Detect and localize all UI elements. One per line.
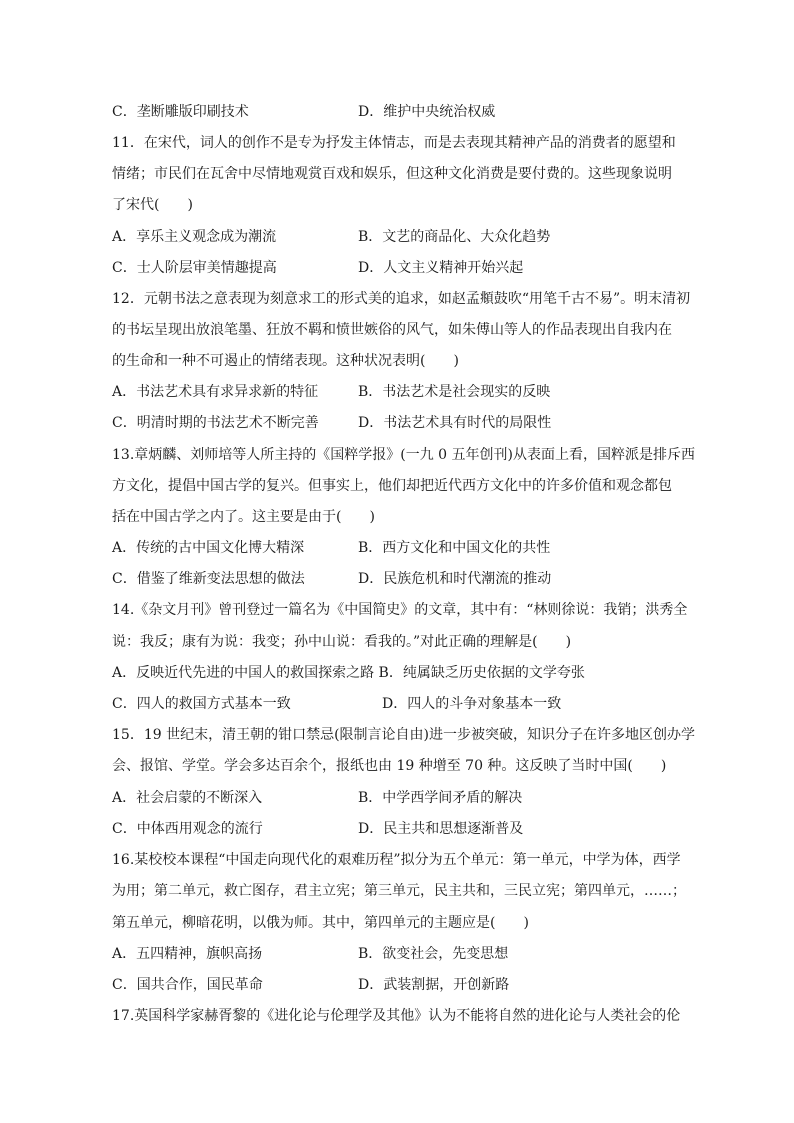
question-13-option-b: B．西方文化和中国文化的共性 [358,540,551,556]
question-13-stem-line: 13.章炳麟、刘师培等人所主持的《国粹学报》(一九 0 五年创刊)从表面上看，国粹派是排斥西 [112,447,695,463]
question-15-stem-line: 会、报馆、学堂。学会多达百余个，报纸也由 19 种增至 70 种。这反映了当时中国( ) [112,758,667,774]
option-c: C．垄断雕版印刷技术 [112,104,249,120]
option-d: D．维护中央统治权威 [358,104,496,120]
question-16-option-b: B．欲变社会，先变思想 [358,946,509,962]
question-12-option-b: B．书法艺术是社会现实的反映 [358,384,551,400]
question-11-option-c: C．士人阶层审美情趣提高 [112,260,277,276]
question-13-stem-line: 方文化，提倡中国古学的复兴。但事实上，他们却把近代西方文化中的许多价值和观念都包 [112,478,672,494]
question-11-option-a: A．享乐主义观念成为潮流 [112,229,277,245]
question-12-stem-line: 的生命和一种不可遏止的情绪表现。这种状况表明( ) [112,353,459,369]
question-11-stem-line: 11．在宋代，词人的创作不是专为抒发主体情志，而是去表现其精神产品的消费者的愿望和 [112,135,676,151]
question-14-option-d: D．四人的斗争对象基本一致 [382,696,562,712]
question-15-option-c: C．中体西用观念的流行 [112,821,263,837]
question-16-stem-line: 16.某校校本课程“中国走向现代化的艰难历程”拟分为五个单元：第一单元，中学为体，西学 [112,852,681,868]
question-14-option-c: C．四人的救国方式基本一致 [112,696,291,712]
question-13-option-a: A．传统的古中国文化博大精深 [112,540,305,556]
question-15-option-b: B．中学西学间矛盾的解决 [358,790,523,806]
question-11-stem-line: 了宋代( ) [112,197,193,213]
question-12-option-a: A．书法艺术具有求异求新的特征 [112,384,319,400]
question-11-option-d: D．人文主义精神开始兴起 [358,260,524,276]
question-12-option-c: C．明清时期的书法艺术不断完善 [112,415,319,431]
question-12-stem-line: 12．元朝书法之意表现为刻意求工的形式美的追求，如赵孟頫鼓吹“用笔千古不易”。明末清初 [112,291,691,307]
question-12-option-d: D．书法艺术具有时代的局限性 [358,415,552,431]
question-17-stem-line: 17.英国科学家赫胥黎的《进化论与伦理学及其他》认为不能将自然的进化论与人类社会的伦 [112,1008,681,1024]
question-12-stem-line: 的书坛呈现出放浪笔墨、狂放不羁和愤世嫉俗的风气，如朱傅山等人的作品表现出自我内在 [112,322,672,338]
question-13-stem-line: 括在中国古学之内了。这主要是由于( ) [112,509,375,525]
question-16-option-d: D．武装割据，开创新路 [358,977,510,993]
question-16-option-c: C．国共合作，国民革命 [112,977,263,993]
question-14-option-ab: A．反映近代先进的中国人的救国探索之路 B．纯属缺乏历史依据的文学夸张 [112,665,585,681]
question-14-stem-line: 14.《杂文月刊》曾刊登过一篇名为《中国简史》的文章，其中有：“林则徐说：我销；洪秀全 [112,602,688,618]
question-13-option-d: D．民族危机和时代潮流的推动 [358,571,552,587]
question-13-option-c: C．借鉴了维新变法思想的做法 [112,571,305,587]
question-15-option-a: A．社会启蒙的不断深入 [112,790,263,806]
question-11-option-b: B．文艺的商品化、大众化趋势 [358,229,551,245]
question-14-stem-line: 说：我反；康有为说：我变；孙中山说：看我的。”对此正确的理解是( ) [112,634,572,650]
question-15-stem-line: 15．19 世纪末，清王朝的钳口禁忌(限制言论自由)进一步被突破，知识分子在许多地区创办学 [112,727,696,743]
question-16-stem-line: 为用；第二单元，救亡图存，君主立宪；第三单元，民主共和，三民立宪；第四单元，……； [112,883,686,899]
question-16-option-a: A．五四精神，旗帜高扬 [112,946,263,962]
question-11-stem-line: 情绪；市民们在瓦舍中尽情地观赏百戏和娱乐，但这种文化消费是要付费的。这些现象说明 [112,166,672,182]
question-16-stem-line: 第五单元，柳暗花明，以俄为师。其中，第四单元的主题应是( ) [112,915,529,931]
question-15-option-d: D．民主共和思想逐渐普及 [358,821,524,837]
